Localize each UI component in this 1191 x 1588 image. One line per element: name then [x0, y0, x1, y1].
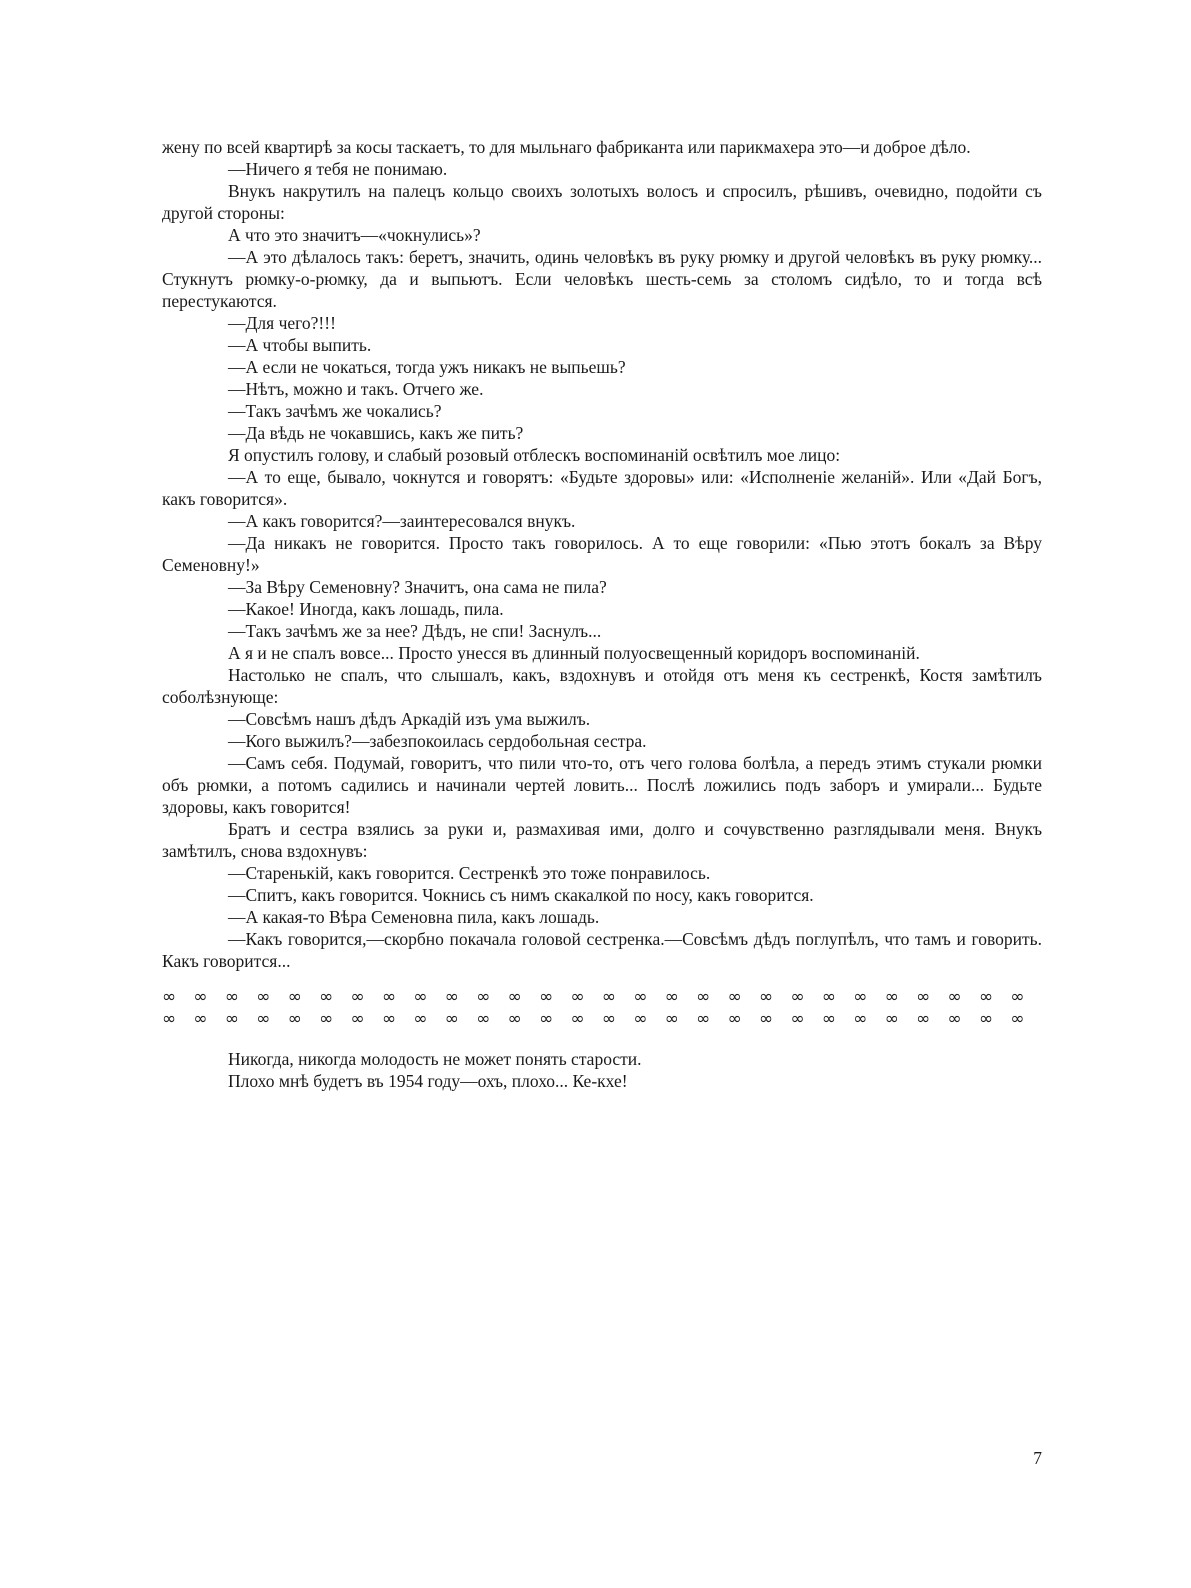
- infinity-glyph: ∞: [319, 1009, 334, 1029]
- infinity-glyph: ∞: [413, 987, 428, 1007]
- paragraph: —Ничего я тебя не понимаю.: [228, 159, 448, 179]
- infinity-glyph: ∞: [664, 1009, 679, 1029]
- infinity-glyph: ∞: [539, 987, 554, 1007]
- infinity-glyph: ∞: [1010, 1009, 1025, 1029]
- paragraph: —Какое! Иногда, какъ лошадь, пила.: [228, 599, 504, 619]
- paragraph: А что это значитъ—«чокнулись»?: [228, 225, 481, 245]
- separator-row-2: [162, 1008, 1042, 1030]
- infinity-glyph: ∞: [696, 987, 711, 1007]
- paragraph: Братъ и сестра взялись за руки и, размахивая ими, долго и сочувственно разглядывали меня. Внукъ замѣтилъ, снова вздохнувъ:: [162, 819, 1042, 861]
- infinity-glyph: ∞: [759, 987, 774, 1007]
- infinity-glyph: ∞: [696, 1009, 711, 1029]
- paragraph: —А это дѣлалось такъ: беретъ, значить, одинь человѣкъ въ руку рюмку и другой человѣкъ въ руку рюмку... Стукнутъ рюмку-о-рюмку, да и выпьютъ. Если человѣкъ шесть-семь за столомъ сидѣло, то и тогда всѣ перестукаются.: [162, 247, 1042, 311]
- paragraph: —За Вѣру Семеновну? Значитъ, она сама не пила?: [228, 577, 607, 597]
- infinity-glyph: ∞: [224, 1009, 240, 1029]
- paragraph: —Самъ себя. Подумай, говоритъ, что пили что-то, отъ чего голова болѣла, а передъ этимъ стукали рюмки объ рюмки, а потомъ садились и начинали чертей ловить... Послѣ ложились подъ заборъ и умирали... Будьте здоровы, какъ говорится!: [162, 753, 1042, 817]
- infinity-glyph: ∞: [193, 987, 208, 1007]
- paragraph: Внукъ накрутилъ на палецъ кольцо своихъ золотыхъ волосъ и спросилъ, рѣшивъ, очевидно, подойти съ другой стороны:: [162, 181, 1042, 223]
- infinity-glyph: ∞: [381, 987, 397, 1007]
- infinity-glyph: ∞: [916, 987, 931, 1007]
- infinity-glyph: ∞: [570, 1009, 585, 1029]
- paragraph: —Кого выжилъ?—забезпокоилась сердобольная сестра.: [228, 731, 647, 751]
- infinity-glyph: ∞: [821, 987, 837, 1007]
- paragraph: —Какъ говорится,—скорбно покачала головой сестренка.—Совсѣмъ дѣдъ поглупѣлъ, что тамъ и говорить. Какъ говорится...: [162, 929, 1042, 971]
- infinity-glyph: ∞: [790, 987, 805, 1007]
- infinity-glyph: ∞: [978, 1009, 994, 1029]
- paragraph: —А чтобы выпить.: [228, 335, 372, 355]
- infinity-glyph: ∞: [256, 987, 271, 1007]
- body-text: [162, 136, 1042, 1092]
- infinity-glyph: ∞: [287, 987, 302, 1007]
- paragraph: —Спитъ, какъ говорится. Чокнись съ нимъ скакалкой по носу, какъ говорится.: [228, 885, 814, 905]
- infinity-glyph: ∞: [287, 1009, 302, 1029]
- paragraph: —А если не чокаться, тогда ужъ никакъ не выпьешь?: [228, 357, 626, 377]
- infinity-glyph: ∞: [350, 987, 365, 1007]
- infinity-glyph: ∞: [916, 1009, 931, 1029]
- infinity-glyph: ∞: [539, 1009, 554, 1029]
- paragraph: —Нѣтъ, можно и такъ. Отчего же.: [228, 379, 484, 399]
- infinity-glyph: ∞: [476, 987, 491, 1007]
- paragraph: —Старенькій, какъ говорится. Сестренкѣ это тоже понравилось.: [228, 863, 711, 883]
- infinity-glyph: ∞: [162, 1009, 177, 1029]
- paragraph: Никогда, никогда молодость не может понять старости.: [228, 1049, 642, 1069]
- infinity-glyph: ∞: [664, 987, 679, 1007]
- infinity-glyph: ∞: [507, 1009, 522, 1029]
- infinity-glyph: ∞: [413, 1009, 428, 1029]
- infinity-glyph: ∞: [727, 987, 742, 1007]
- infinity-glyph: ∞: [759, 1009, 774, 1029]
- infinity-glyph: ∞: [507, 987, 522, 1007]
- paragraph: Я опустилъ голову, и слабый розовый отблескъ воспоминаній освѣтилъ мое лицо:: [228, 445, 841, 465]
- infinity-glyph: ∞: [381, 1009, 397, 1029]
- infinity-glyph: ∞: [727, 1009, 742, 1029]
- infinity-glyph: ∞: [853, 1009, 868, 1029]
- infinity-glyph: ∞: [444, 987, 459, 1007]
- paragraph: —А какая-то Вѣра Семеновна пила, какъ лошадь.: [228, 907, 600, 927]
- paragraph: Настолько не спалъ, что слышалъ, какъ, вздохнувъ и отойдя отъ меня къ сестренкѣ, Костя замѣтилъ соболѣзнующе:: [162, 665, 1042, 707]
- infinity-glyph: ∞: [162, 987, 177, 1007]
- closing-text-section: [162, 1048, 1042, 1092]
- infinity-glyph: ∞: [570, 987, 585, 1007]
- infinity-glyph: ∞: [821, 1009, 837, 1029]
- paragraph: —А какъ говорится?—заинтересовался внукъ.: [228, 511, 576, 531]
- infinity-glyph: ∞: [790, 1009, 805, 1029]
- infinity-glyph: ∞: [224, 987, 240, 1007]
- infinity-glyph: ∞: [633, 987, 648, 1007]
- paragraph: жену по всей квартирѣ за косы таскаетъ, то для мыльнаго фабриканта или парикмахера это—и доброе дѣло.: [162, 137, 971, 157]
- main-text-section: [162, 136, 1042, 972]
- paragraph: —Да никакъ не говорится. Просто такъ говорилось. А то еще говорили: «Пью этотъ бокалъ за Вѣру Семеновну!»: [162, 533, 1042, 575]
- paragraph: —Такъ зачѣмъ же за нее? Дѣдъ, не спи! Заснулъ...: [228, 621, 602, 641]
- paragraph: —А то еще, бывало, чокнутся и говорятъ: «Будьте здоровы» или: «Исполненіе желаній». Или «Дай Богъ, какъ говорится».: [162, 467, 1042, 509]
- infinity-glyph: ∞: [978, 987, 994, 1007]
- infinity-glyph: ∞: [1010, 987, 1025, 1007]
- paragraph: —Да вѣдь не чокавшись, какъ же пить?: [228, 423, 524, 443]
- infinity-glyph: ∞: [319, 987, 334, 1007]
- infinity-glyph: ∞: [633, 1009, 648, 1029]
- paragraph: А я и не спалъ вовсе... Просто унесся въ длинный полуосвещенный коридоръ воспоминаній.: [228, 643, 920, 663]
- section-separator: [162, 986, 1042, 1030]
- paragraph: —Такъ зачѣмъ же чокались?: [228, 401, 442, 421]
- infinity-glyph: ∞: [476, 1009, 491, 1029]
- infinity-glyph: ∞: [884, 1009, 899, 1029]
- infinity-glyph: ∞: [884, 987, 899, 1007]
- infinity-glyph: ∞: [350, 1009, 365, 1029]
- paragraph: —Для чего?!!!: [228, 313, 336, 333]
- infinity-glyph: ∞: [947, 1009, 962, 1029]
- infinity-glyph: ∞: [947, 987, 962, 1007]
- paragraph: Плохо мнѣ будетъ въ 1954 году—охъ, плохо... Ке-кхе!: [228, 1071, 628, 1091]
- infinity-glyph: ∞: [193, 1009, 208, 1029]
- page-number: 7: [1033, 1448, 1042, 1468]
- infinity-glyph: ∞: [256, 1009, 271, 1029]
- infinity-glyph: ∞: [601, 987, 617, 1007]
- separator-row-1: [162, 986, 1042, 1008]
- infinity-glyph: ∞: [444, 1009, 459, 1029]
- paragraph: —Совсѣмъ нашъ дѣдъ Аркадій изъ ума выжилъ.: [228, 709, 591, 729]
- infinity-glyph: ∞: [853, 987, 868, 1007]
- infinity-glyph: ∞: [601, 1009, 617, 1029]
